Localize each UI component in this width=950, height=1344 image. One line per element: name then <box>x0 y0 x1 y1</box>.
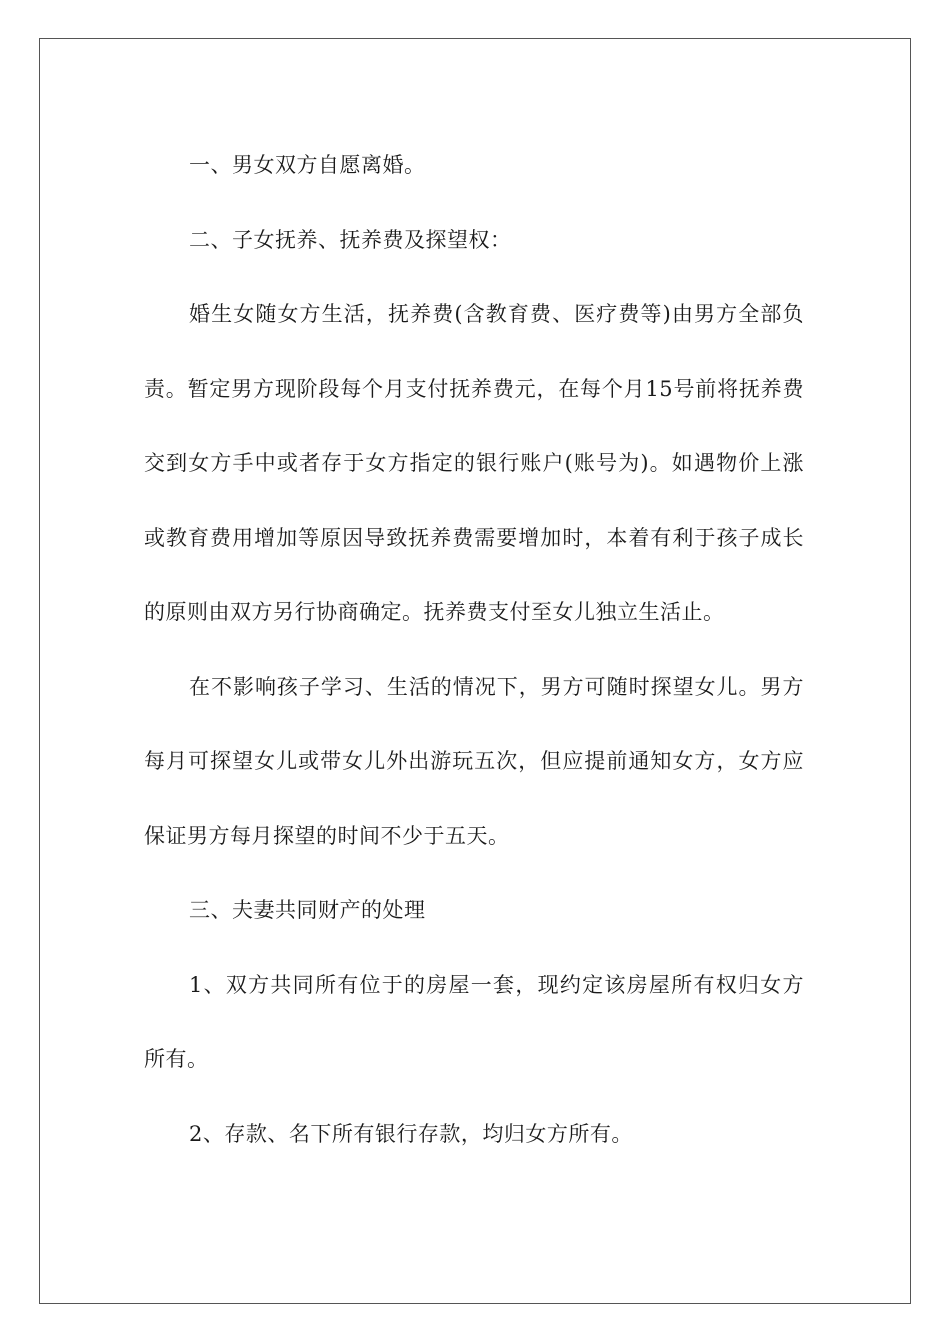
property-savings-item: 2、存款、名下所有银行存款，均归女方所有。 <box>189 1121 633 1146</box>
clause-2-heading-child-custody: 二、子女抚养、抚养费及探望权： <box>189 227 512 252</box>
property-house-item: 1、双方共同所有位于的房屋一套，现约定该房屋所有权归女方所有。 <box>144 972 804 1071</box>
clause-1-voluntary-divorce: 一、男女双方自愿离婚。 <box>189 153 426 177</box>
child-support-paragraph: 婚生女随女方生活，抚养费(含教育费、医疗费等)由男方全部负责。暂定男方现阶段每个月支付抚养费元，在每个月15号前将抚养费交到女方手中或者存于女方指定的银行账户(账号为)。如遇物价上涨或教育费用增加等原因导致抚养费需要增加时，本着有利于孩子成长的原则由双方另行协商确定。抚养费支付至女儿独立生活止。 <box>144 302 804 624</box>
clause-3-heading-property: 三、夫妻共同财产的处理 <box>189 898 426 922</box>
visitation-paragraph: 在不影响孩子学习、生活的情况下，男方可随时探望女儿。男方每月可探望女儿或带女儿外出游玩五次，但应提前通知女方，女方应保证男方每月探望的时间不少于五天。 <box>144 674 804 848</box>
document-body <box>144 128 804 1171</box>
